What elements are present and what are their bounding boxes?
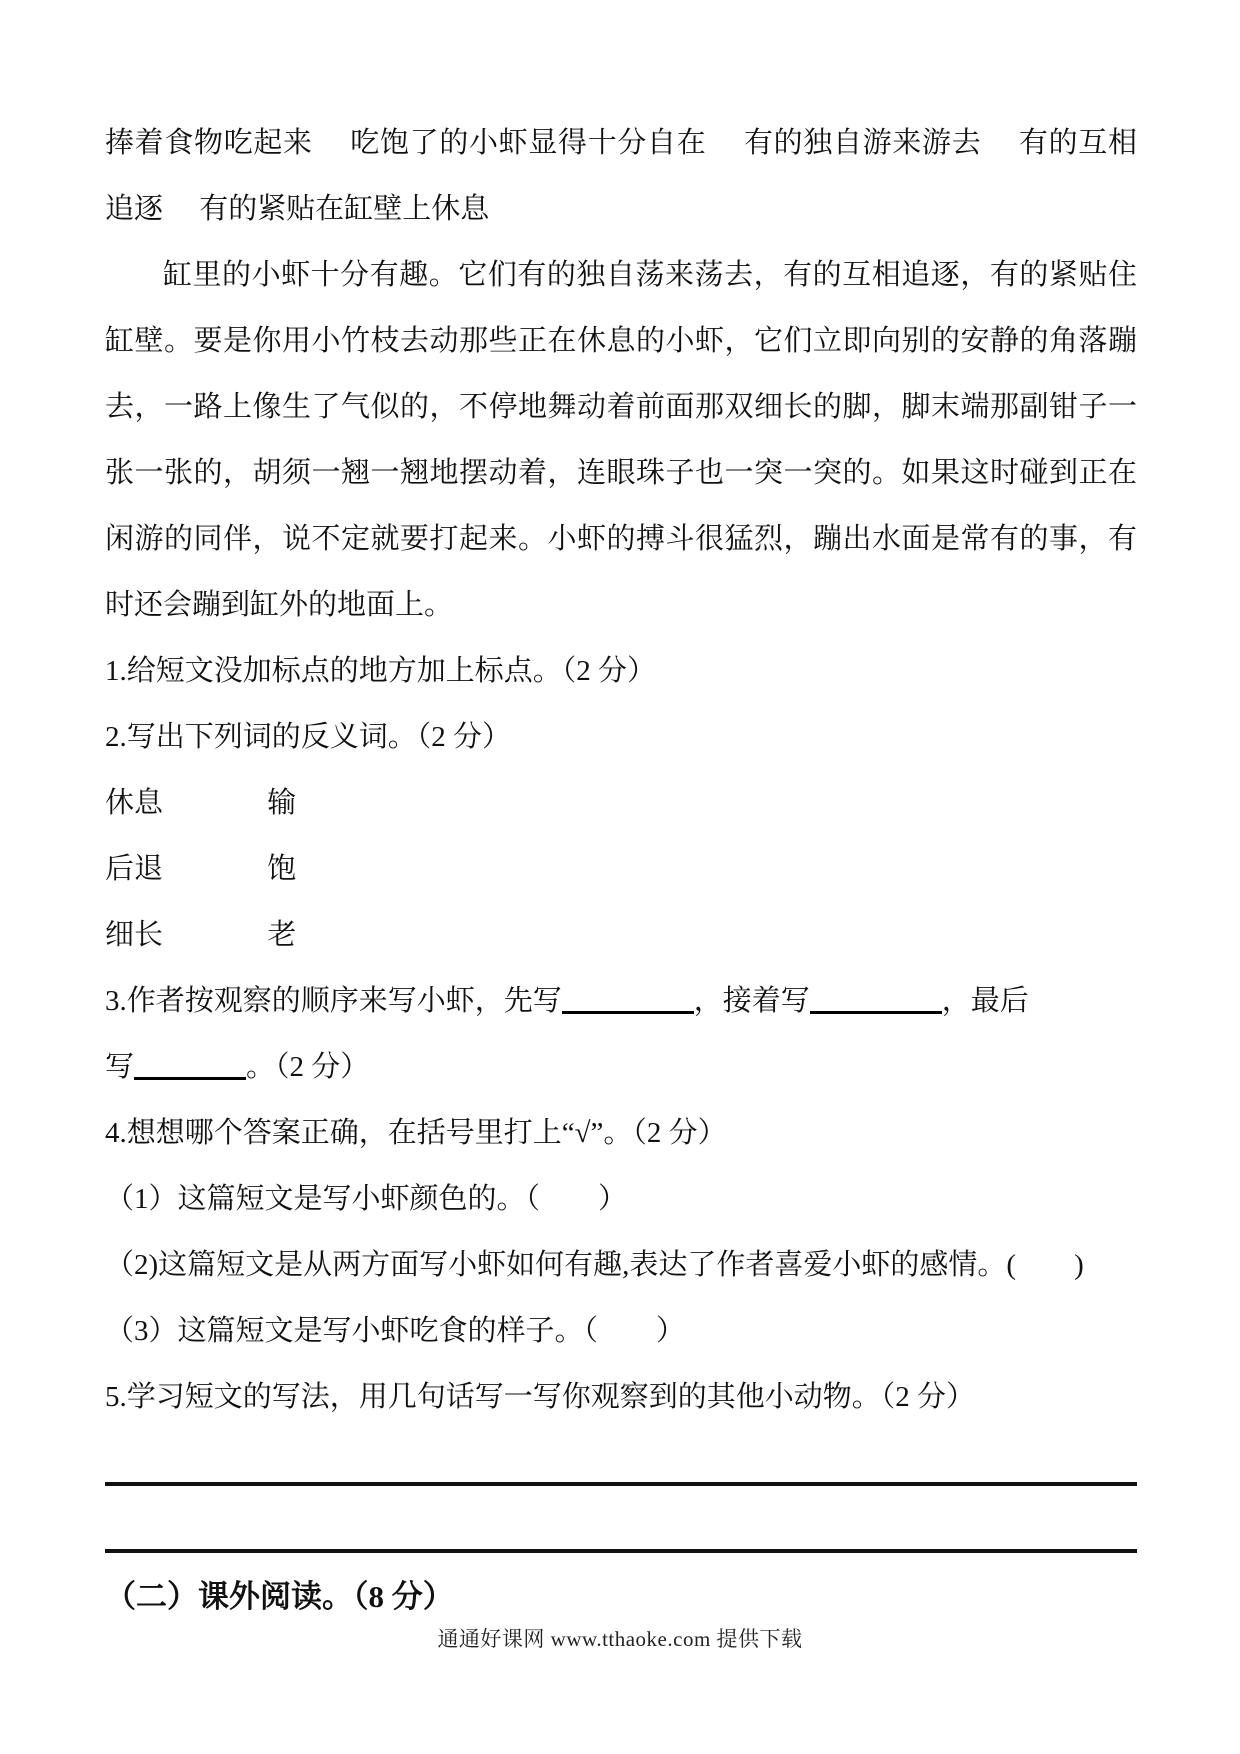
antonym-row-2 xyxy=(105,836,1137,902)
antonym-word-xiuxi: 休息 xyxy=(105,787,164,819)
question-4-option-1[interactable]: （1）这篇短文是写小虾颜色的。（ ） xyxy=(105,1183,628,1215)
question-1: 1.给短文没加标点的地方加上标点。（2 分） xyxy=(105,655,657,687)
fill-in-blank-1[interactable] xyxy=(562,1007,694,1014)
reading-passage: 缸里的小虾十分有趣。它们有的独自荡来荡去，有的互相追逐，有的紧贴住缸壁。要是你用小竹枝去动那些正在休息的小虾，它们立即向别的安静的角落蹦去，一路上像生了气似的，不停地舞动着前面那双细长的脚，脚末端那副钳子一张一张的，胡须一翘一翘地摆动着，连眼珠子也一突一突的。如果这时碰到正在闲游的同伴，说不定就要打起来。小虾的搏斗很猛烈，蹦出水面是常有的事，有时还会蹦到缸外的地面上。 xyxy=(105,259,1137,621)
question-5: 5.学习短文的写法，用几句话写一写你观察到的其他小动物。（2 分） xyxy=(105,1381,976,1413)
cloze-text-line: 捧着食物吃起来 吃饱了的小虾显得十分自在 有的独自游来游去 有的互相追逐 有的紧贴在缸壁上休息 xyxy=(105,127,1137,225)
section-heading-extracurricular-reading: （二）课外阅读。（8 分） xyxy=(105,1579,454,1614)
question-4-option-3[interactable]: （3）这篇短文是写小虾吃食的样子。（ ） xyxy=(105,1315,686,1347)
antonym-word-lao: 老 xyxy=(267,919,297,951)
exam-content xyxy=(105,110,1137,1620)
question-3-line-1 xyxy=(105,968,1137,1034)
answer-writing-line-1[interactable] xyxy=(105,1482,1137,1486)
question-3-text-e: 。（2 分） xyxy=(246,1051,370,1083)
antonym-row-3 xyxy=(105,902,1137,968)
fill-in-blank-3[interactable] xyxy=(134,1073,246,1080)
answer-writing-line-2[interactable] xyxy=(105,1549,1137,1553)
antonym-word-xichang: 细长 xyxy=(105,919,164,951)
question-3-text-d: 写 xyxy=(105,1051,135,1083)
antonym-word-houtui: 后退 xyxy=(105,853,164,885)
page-footer-watermark: 通通好课网 www.tthaoke.com 提供下载 xyxy=(437,1627,803,1651)
fill-in-blank-2[interactable] xyxy=(810,1007,942,1014)
question-3-line-2 xyxy=(105,1034,1137,1100)
antonym-row-1 xyxy=(105,770,1137,836)
question-4: 4.想想哪个答案正确，在括号里打上“√”。（2 分） xyxy=(105,1117,727,1149)
question-2: 2.写出下列词的反义词。（2 分） xyxy=(105,721,512,753)
question-4-option-2[interactable]: （2)这篇短文是从两方面写小虾如何有趣,表达了作者喜爱小虾的感情。( ) xyxy=(105,1249,1084,1281)
antonym-word-shu: 输 xyxy=(267,787,297,819)
question-3-text-c: ，最后 xyxy=(941,985,1029,1017)
question-3-text-a: 3.作者按观察的顺序来写小虾，先写 xyxy=(105,985,562,1017)
antonym-word-bao: 饱 xyxy=(267,853,297,885)
question-3-text-b: ，接着写 xyxy=(693,985,810,1017)
